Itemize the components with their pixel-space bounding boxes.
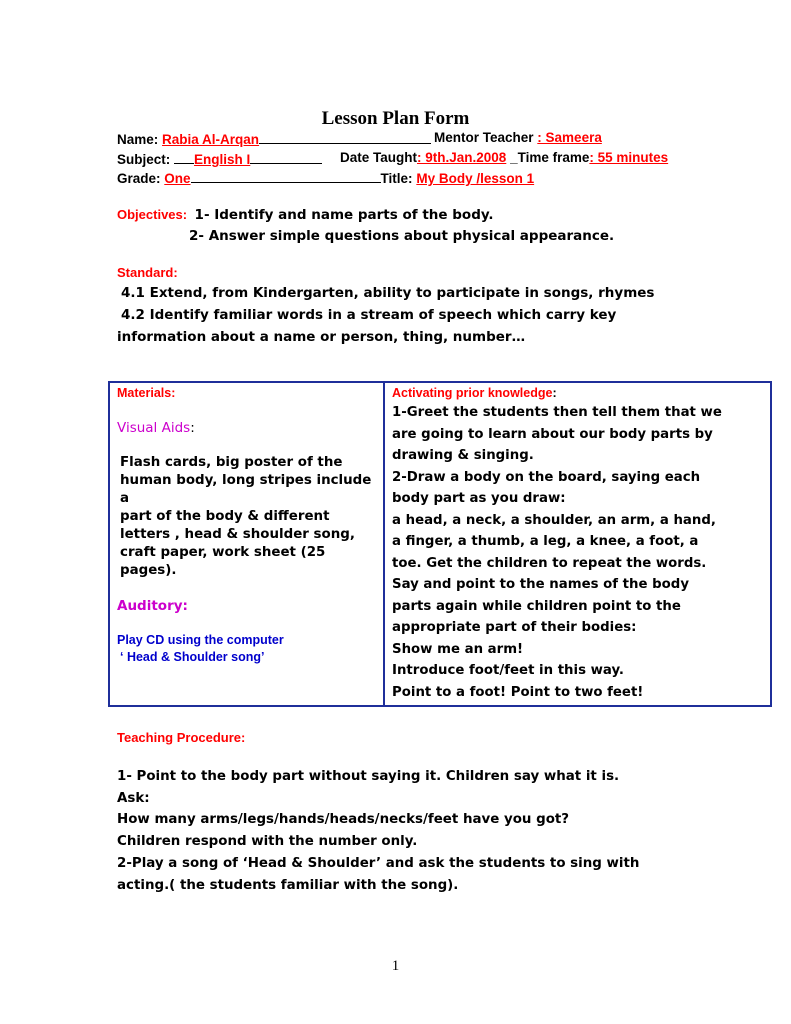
mentor-label: Mentor Teacher (434, 130, 534, 145)
prior-knowledge-heading (392, 386, 762, 400)
prior-knowledge-line: drawing & singing. (392, 448, 534, 463)
date-row (340, 150, 668, 165)
visual-aids-line: human body, long stripes include a (120, 473, 372, 506)
prior-knowledge-line: body part as you draw: (392, 491, 566, 506)
standard-label: Standard: (117, 265, 178, 280)
materials-label: Materials: (117, 386, 176, 400)
name-label: Name: (117, 132, 159, 147)
grade-label: Grade: (117, 171, 161, 186)
subject-label: Subject: (117, 152, 171, 167)
standard-line: information about a name or person, thing, number… (117, 329, 526, 345)
procedure-line: 2-Play a song of ‘Head & Shoulder’ and ask the students to sing with (117, 855, 640, 871)
grade-underline (191, 169, 381, 183)
objective-item: 1- Identify and name parts of the body. (194, 207, 494, 223)
grade-row (117, 169, 534, 186)
objectives-label: Objectives: (117, 207, 188, 222)
visual-aids-line: letters , head & shoulder song, (120, 527, 355, 542)
name-value: Rabia Al-Arqan (162, 132, 260, 147)
prior-knowledge-cell (392, 386, 762, 703)
subject-value: English I (194, 152, 251, 167)
objectives-section (117, 206, 494, 224)
procedure-line: Ask: (117, 790, 150, 806)
procedure-line: acting.( the students familiar with the song). (117, 877, 459, 893)
prior-knowledge-line: Say and point to the names of the body (392, 577, 689, 592)
date-value: : 9th.Jan.2008 (417, 150, 507, 165)
table-divider (383, 381, 385, 707)
prior-knowledge-line: parts again while children point to the (392, 598, 681, 614)
visual-aids-colon: : (190, 420, 195, 436)
auditory-line: Play CD using the computer (117, 633, 284, 647)
subject-underline-left (174, 150, 194, 164)
prior-knowledge-line: a head, a neck, a shoulder, an arm, a hand, (392, 512, 716, 528)
prior-knowledge-line: Point to a foot! Point to two feet! (392, 684, 644, 700)
auditory-label: Auditory: (117, 598, 188, 614)
timeframe-value: : 55 minutes (589, 150, 669, 165)
standard-line: 4.2 Identify familiar words in a stream of speech which carry key (121, 307, 617, 323)
materials-cell (117, 386, 379, 666)
prior-knowledge-line: toe. Get the children to repeat the words. (392, 555, 707, 571)
procedure-line: Children respond with the number only. (117, 834, 418, 850)
timeframe-label: _Time frame (510, 150, 590, 165)
date-label: Date Taught (340, 150, 417, 165)
mentor-row (434, 130, 602, 145)
prior-knowledge-label: Activating prior knowledge (392, 386, 553, 400)
visual-aids-line: Flash cards, big poster of the (120, 455, 343, 470)
grade-value: One (164, 171, 191, 186)
visual-aids-heading (117, 420, 379, 436)
title-label: Title: (380, 171, 413, 186)
subject-row (117, 150, 322, 167)
procedure-line: 1- Point to the body part without saying it. Children say what it is. (117, 769, 620, 784)
prior-knowledge-line: are going to learn about our body parts by (392, 426, 713, 442)
auditory-line: ‘ Head & Shoulder song’ (120, 650, 265, 664)
objective-item: 2- Answer simple questions about physical appearance. (189, 228, 615, 244)
prior-knowledge-line: Introduce foot/feet in this way. (392, 663, 624, 678)
title-value: My Body /lesson 1 (416, 171, 535, 186)
procedure-text (117, 766, 639, 896)
procedure-label: Teaching Procedure: (117, 730, 246, 745)
visual-aids-label: Visual Aids (117, 420, 191, 436)
prior-knowledge-line: Show me an arm! (392, 641, 524, 657)
visual-aids-line: pages). (120, 563, 177, 578)
page-title: Lesson Plan Form (321, 108, 470, 129)
visual-aids-text (117, 454, 379, 580)
prior-knowledge-text (392, 402, 762, 703)
procedure-line: How many arms/legs/hands/heads/necks/feet have you got? (117, 812, 570, 828)
mentor-value: : Sameera (537, 130, 602, 145)
standard-line: 4.1 Extend, from Kindergarten, ability to participate in songs, rhymes (121, 285, 655, 301)
name-row (117, 130, 431, 147)
visual-aids-line: craft paper, work sheet (25 (120, 545, 326, 560)
subject-underline-right (250, 150, 322, 164)
prior-knowledge-line: 2-Draw a body on the board, saying each (392, 469, 701, 485)
prior-knowledge-line: appropriate part of their bodies: (392, 620, 637, 635)
auditory-text (117, 632, 379, 666)
name-underline (259, 130, 431, 144)
prior-knowledge-line: a finger, a thumb, a leg, a knee, a foot, a (392, 534, 699, 549)
visual-aids-line: part of the body & different (120, 509, 330, 524)
prior-knowledge-colon: : (552, 386, 557, 400)
prior-knowledge-line: 1-Greet the students then tell them that we (392, 405, 722, 420)
page-number: 1 (391, 958, 400, 974)
